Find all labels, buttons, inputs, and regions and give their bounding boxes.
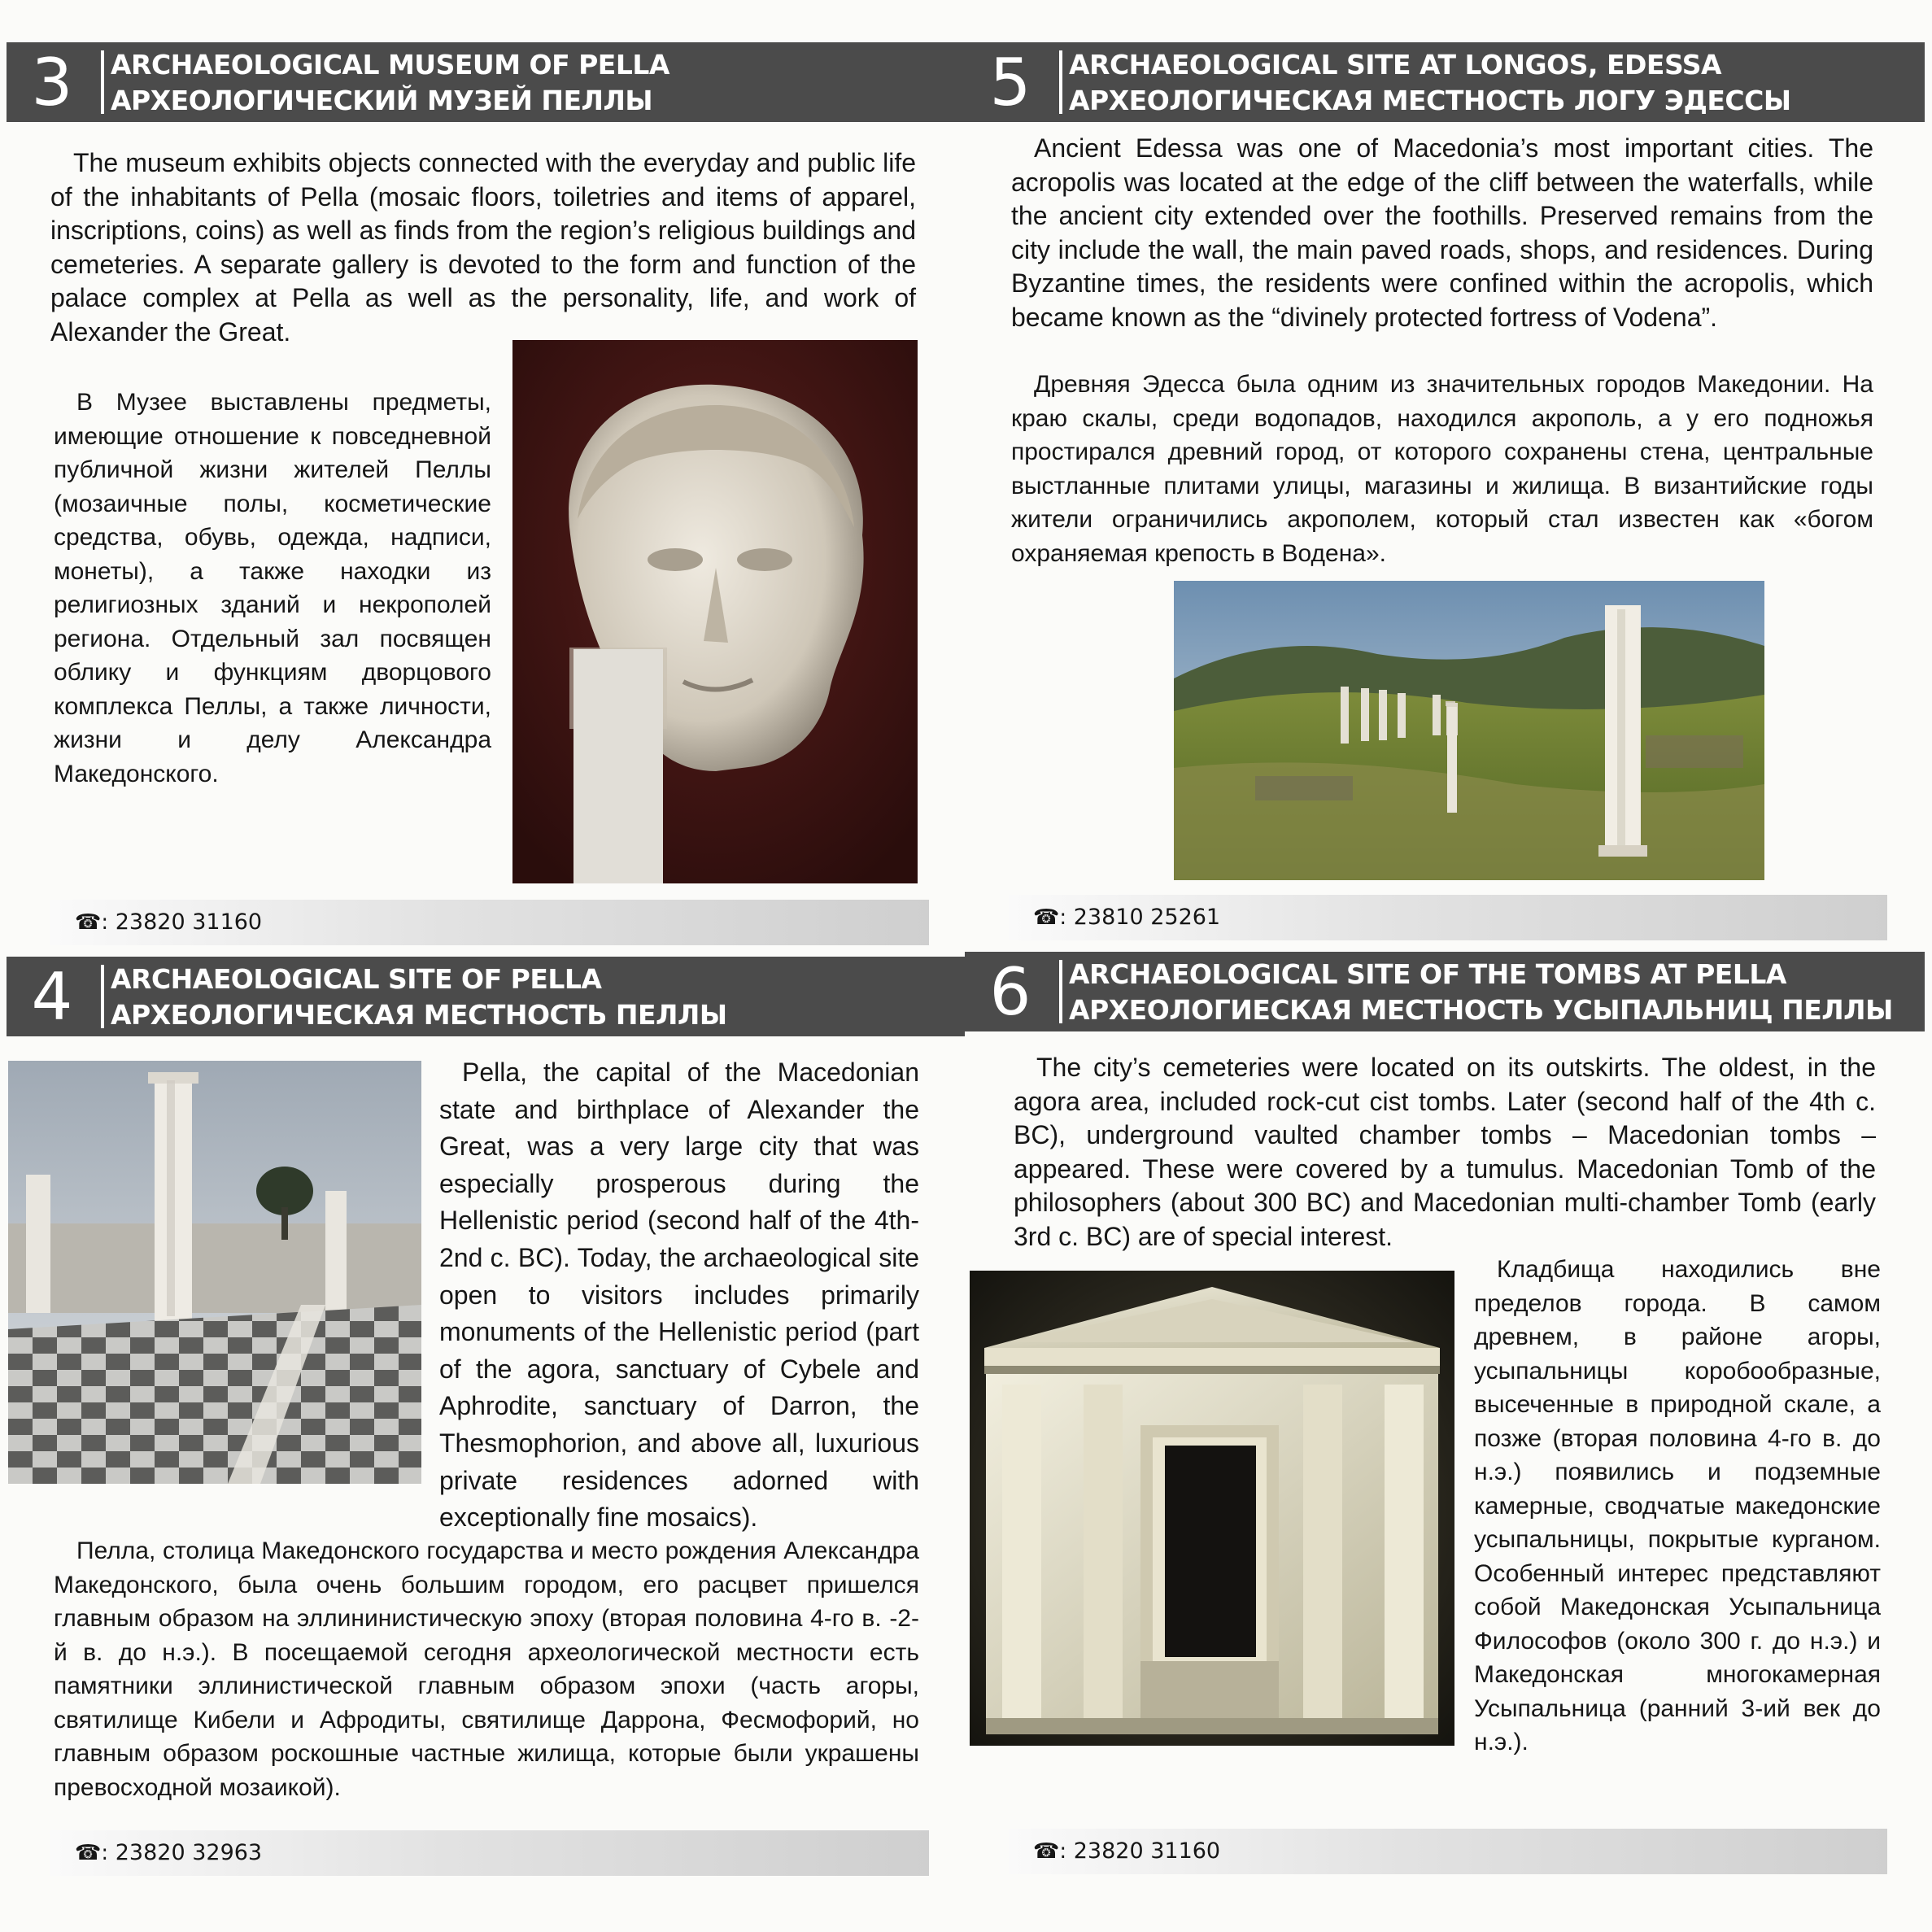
section-header (7, 42, 965, 122)
phone-number: 23820 31160 (1073, 1838, 1221, 1864)
phone-number: 23810 25261 (1073, 905, 1221, 930)
section-header (965, 42, 1925, 122)
phone-bar (1009, 1829, 1887, 1874)
phone-icon: ☎: (75, 910, 109, 935)
section-title-en: ARCHAEOLOGICAL SITE AT LONGOS, EDESSA (1069, 49, 1722, 81)
section-text-ru: В Музее выставлены предметы, имеющие отношение к повседневной публичной жизни жителей Пеллы (мозаичные полы, косметические средства, обувь, одежда, надписи, монеты), а также находки из религиозных зданий и некрополей региона. Отдельный зал посвящен облику и функциям дворцового комплекса Пеллы, а также личности, жизни и делу Александра Македонского. (54, 389, 491, 787)
section-text-ru: Пелла, столица Македонского государства и место рождения Александра Македонского, была очень большим городом, его расцвет пришелся главным образом на эллининистическую эпоху (вторая половина 4-го в. -2-й в. до н.э.). В посещаемой сегодня археологической местности есть памятники эллинистической главным образом эпохи (часть агоры, святилище Кибели и Афродиты, святилище Даррона, Фесмофорий, но главным образом роскошные частные жилища, которые были украшены превосходной мозаикой). (54, 1537, 919, 1801)
section-header (7, 957, 965, 1036)
phone-icon: ☎: (1033, 905, 1067, 930)
section-text-ru: Кладбища находились вне пределов города. В самом древнем, в районе агоры, усыпальницы коробообразные, высеченные в природной скале, а позже (вторая половина 4-го в. до н.э.) появились и подземные камерные, сводчатые македонские усыпальницы, покрытые курганом. Особенный интерес представляют собой Македонская Усыпальница Философов (около 300 г. до н.э.) и Македонская многокамерная Усыпальница (ранний 3-ий век до н.э.). (1474, 1256, 1881, 1755)
section-number: 5 (989, 45, 1031, 120)
section-number: 6 (989, 954, 1031, 1030)
edessa-photo (1174, 581, 1764, 880)
header-divider (101, 50, 104, 114)
phone-icon: ☎: (1033, 1839, 1067, 1864)
section-number: 4 (31, 959, 73, 1035)
section-title-en: ARCHAEOLOGICAL SITE OF THE TOMBS AT PELLA (1069, 958, 1786, 990)
columns-mosaic-image (8, 1061, 421, 1484)
phone-number: 23820 31160 (115, 909, 263, 935)
section-text-en: Pella, the capital of the Macedonian state and birthplace of Alexander the Great, was a very large city that was especially prosperous during the Hellenistic period (second half of the 4th-2nd c. BC). Today, the archaeological site open to visitors includes primarily monuments of the Hellenistic period (part of the agora, sanctuary of Cybele and Aphrodite, sanctuary of Darron, the Thesmophorion, and above all, luxurious private residences adorned with exceptionally fine mosaics). (439, 1058, 919, 1533)
museum-photo (512, 340, 918, 883)
header-divider (1059, 960, 1062, 1023)
section-title-en: ARCHAEOLOGICAL MUSEUM OF PELLA (111, 49, 669, 81)
phone-bar (50, 1830, 929, 1876)
section-title-ru: АРХЕОЛОГИЕСКАЯ МЕСТНОСТЬ УСЫПАЛЬНИЦ ПЕЛЛЫ (1069, 994, 1893, 1026)
section-header (965, 952, 1925, 1031)
section-text-en: The city’s cemeteries were located on its outskirts. The oldest, in the agora area, included rock-cut cist tombs. Later (second half of the 4th c. BC), underground vaulted chamber tombs – Macedonian tombs – appeared. These were covered by a tumulus. Macedonian Tomb of the philosophers (about 300 BC) and Macedonian multi-chamber Tomb (early 3rd c. BC) are of special interest. (1014, 1053, 1876, 1251)
tomb-facade-image (970, 1271, 1454, 1746)
marble-head-image (512, 340, 918, 883)
section-title-en: ARCHAEOLOGICAL SITE OF PELLA (111, 963, 602, 995)
phone-bar (1009, 895, 1887, 940)
pella-site-photo (8, 1061, 421, 1484)
section-text-ru: Древняя Эдесса была одним из значительных городов Македонии. На краю скалы, среди водопадов, находился акрополь, а у его подножья простирался древний город, от которого сохранены стена, центральные выстланные плитами улицы, магазины и жилища. В византийские годы жители ограничились акрополем, который стал известен как «богом охраняемая крепость в Водена». (1011, 371, 1873, 567)
tomb-photo (970, 1271, 1454, 1746)
columns-image (1174, 581, 1764, 880)
phone-icon: ☎: (75, 1841, 109, 1865)
header-divider (1059, 50, 1062, 114)
section-text-en: Ancient Edessa was one of Macedonia’s most important cities. The acropolis was located at the edge of the cliff between the waterfalls, while the ancient city extended over the foothills. Preserved remains from the city include the wall, the main paved roads, shops, and residences. During Byzantine times, the residents were confined within the acropolis, which became known as the “divinely protected fortress of Vodena”. (1011, 133, 1873, 332)
section-number: 3 (31, 45, 73, 120)
phone-number: 23820 32963 (115, 1840, 263, 1865)
section-text-en: The museum exhibits objects connected with the everyday and public life of the inhabitants of Pella (mosaic floors, toiletries and items of apparel, inscriptions, coins) as well as finds from the region’s religious buildings and cemeteries. A separate gallery is devoted to the form and function of the palace complex at Pella as well as the personality, life, and work of Alexander the Great. (50, 148, 916, 347)
phone-bar (50, 900, 929, 945)
section-title-ru: АРХЕОЛОГИЧЕСКИЙ МУЗЕЙ ПЕЛЛЫ (111, 85, 653, 116)
section-title-ru: АРХЕОЛОГИЧЕСКАЯ МЕСТНОСТЬ ЛОГУ ЭДЕССЫ (1069, 85, 1791, 116)
section-title-ru: АРХЕОЛОГИЧЕСКАЯ МЕСТНОСТЬ ПЕЛЛЫ (111, 999, 727, 1031)
header-divider (101, 965, 104, 1028)
